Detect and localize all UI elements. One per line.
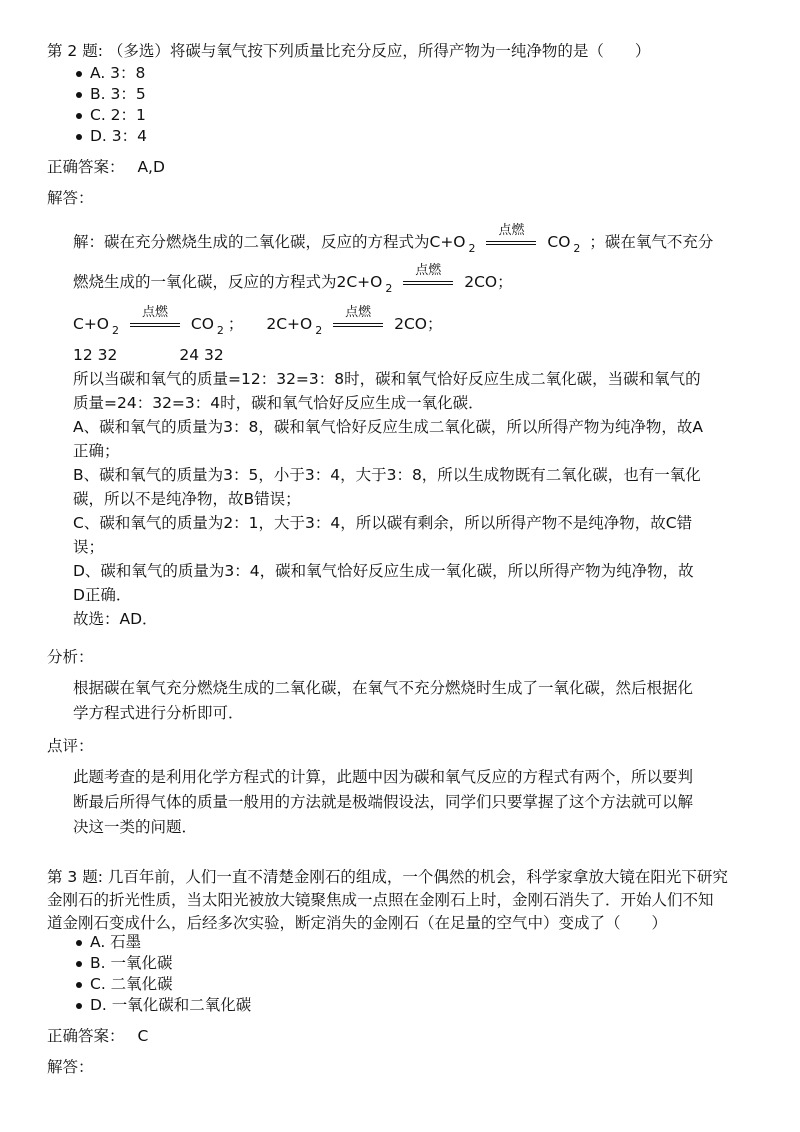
solution-body-line: 质量=24：32=3：4时，碳和氧气恰好反应生成一氧化碳． (73, 394, 484, 412)
option-b: B. 3：5 (47, 84, 147, 105)
question-3-title (47, 866, 728, 935)
subscript: 2 (573, 242, 581, 255)
correct-answer-label: 正确答案： (47, 158, 125, 176)
reaction-arrow (403, 263, 453, 290)
solution-body (73, 368, 703, 632)
reaction-condition: 点燃 (141, 305, 168, 320)
question-2-title: 第 2 题: （多选）将碳与氧气按下列质量比充分反应，所得产物为一纯净物的是（ ） (47, 42, 651, 60)
reaction-condition: 点燃 (415, 263, 442, 278)
correct-answer-row (47, 156, 165, 178)
subscript: 2 (385, 282, 393, 295)
equation-product: 2CO； (394, 315, 443, 333)
equation-separator: ； (227, 315, 244, 333)
option-d: D. 一氧化碳和二氧化碳 (47, 995, 251, 1016)
solution-body-line: B、碳和氧气的质量为3：5，小于3：4，大于3：8，所以生成物既有二氧化碳，也有一氧化 (73, 466, 701, 484)
solution-body-line: C、碳和氧气的质量为2：1，大于3：4，所以碳有剩余，所以所得产物不是纯净物，故C错 (73, 514, 693, 532)
option-c: C. 2：1 (47, 105, 147, 126)
subscript: 2 (315, 324, 323, 337)
subscript: 2 (468, 242, 476, 255)
question-2-options (47, 63, 147, 147)
subscript: 2 (112, 324, 120, 337)
question-3-options (47, 932, 251, 1016)
solution-body-line: A、碳和氧气的质量为3：8，碳和氧气恰好反应生成二氧化碳，所以所得产物为纯净物，故A (73, 418, 703, 436)
comment-line: 此题考查的是利用化学方程式的计算，此题中因为碳和氧气反应的方程式有两个，所以要判 (73, 768, 694, 786)
solution-label: 解答： (47, 189, 94, 207)
question-3-title-line: 金刚石的折光性质，当太阳光被放大镜聚焦成一点照在金刚石上时，金刚石消失了．开始人们不知 (47, 891, 714, 909)
reaction-arrow (130, 305, 180, 332)
relative-masses: 12 32 24 32 (73, 346, 224, 364)
equation-product: CO (190, 315, 214, 333)
comment-body (73, 766, 693, 841)
question-3-title-line: 第 3 题: 几百年前，人们一直不清楚金刚石的组成，一个偶然的机会，科学家拿放大镜在阳光下研究 (47, 868, 728, 886)
equation-reactants: C+O (73, 315, 110, 333)
solution-text: 解：碳在充分燃烧生成的二氧化碳，反应的方程式为C+O (73, 233, 466, 251)
correct-answer-label: 正确答案： (47, 1027, 125, 1045)
comment-label: 点评： (47, 737, 94, 755)
question-3-title-line: 道金刚石变成什么，后经多次实验，断定消失的金刚石（在足量的空气中）变成了（ ） (47, 914, 668, 932)
option-a: A. 3：8 (47, 63, 147, 84)
solution-body-line: 正确； (73, 442, 120, 460)
solution-text: 燃烧生成的一氧化碳，反应的方程式为2C+O (73, 273, 383, 291)
equation-reactants: 2C+O (266, 315, 313, 333)
solution-equation-line-2 (73, 263, 513, 295)
solution-body-line: D、碳和氧气的质量为3：4，碳和氧气恰好反应生成一氧化碳，所以所得产物为纯净物，故 (73, 562, 694, 580)
solution-label: 解答： (47, 1058, 94, 1076)
correct-answer-value: A,D (137, 158, 165, 176)
reaction-condition: 点燃 (345, 305, 372, 320)
reaction-arrow (486, 223, 536, 250)
option-a: A. 石墨 (47, 932, 251, 953)
solution-body-line: 所以当碳和氧气的质量=12：32=3：8时，碳和氧气恰好反应生成二氧化碳，当碳和氧气的 (73, 370, 701, 388)
solution-body-line: 碳，所以不是纯净物，故B错误； (73, 490, 301, 508)
reaction-arrow (333, 305, 383, 332)
final-answer-line: 故选：AD． (73, 610, 158, 628)
solution-body-line: 误； (73, 538, 105, 556)
solution-text: ；碳在氧气不充分 (589, 233, 714, 251)
equation-pair (73, 305, 443, 337)
correct-answer-row (47, 1025, 148, 1047)
solution-product: 2CO； (464, 273, 513, 291)
reaction-condition: 点燃 (498, 223, 525, 238)
comment-line: 断最后所得气体的质量一般用的方法就是极端假设法，同学们只要掌握了这个方法就可以解 (73, 793, 694, 811)
analysis-label: 分析： (47, 648, 94, 666)
comment-line: 决这一类的问题． (73, 818, 198, 836)
option-b: B. 一氧化碳 (47, 953, 251, 974)
subscript: 2 (216, 324, 224, 337)
option-c: C. 二氧化碳 (47, 974, 251, 995)
analysis-line: 根据碳在氧气充分燃烧生成的二氧化碳，在氧气不充分燃烧时生成了一氧化碳，然后根据化 (73, 679, 694, 697)
solution-product: CO (547, 233, 571, 251)
solution-equation-line-1 (73, 223, 714, 255)
analysis-line: 学方程式进行分析即可． (73, 704, 244, 722)
option-d: D. 3：4 (47, 126, 147, 147)
solution-body-line: D正确． (73, 586, 132, 604)
analysis-body (73, 677, 693, 727)
correct-answer-value: C (137, 1027, 149, 1045)
